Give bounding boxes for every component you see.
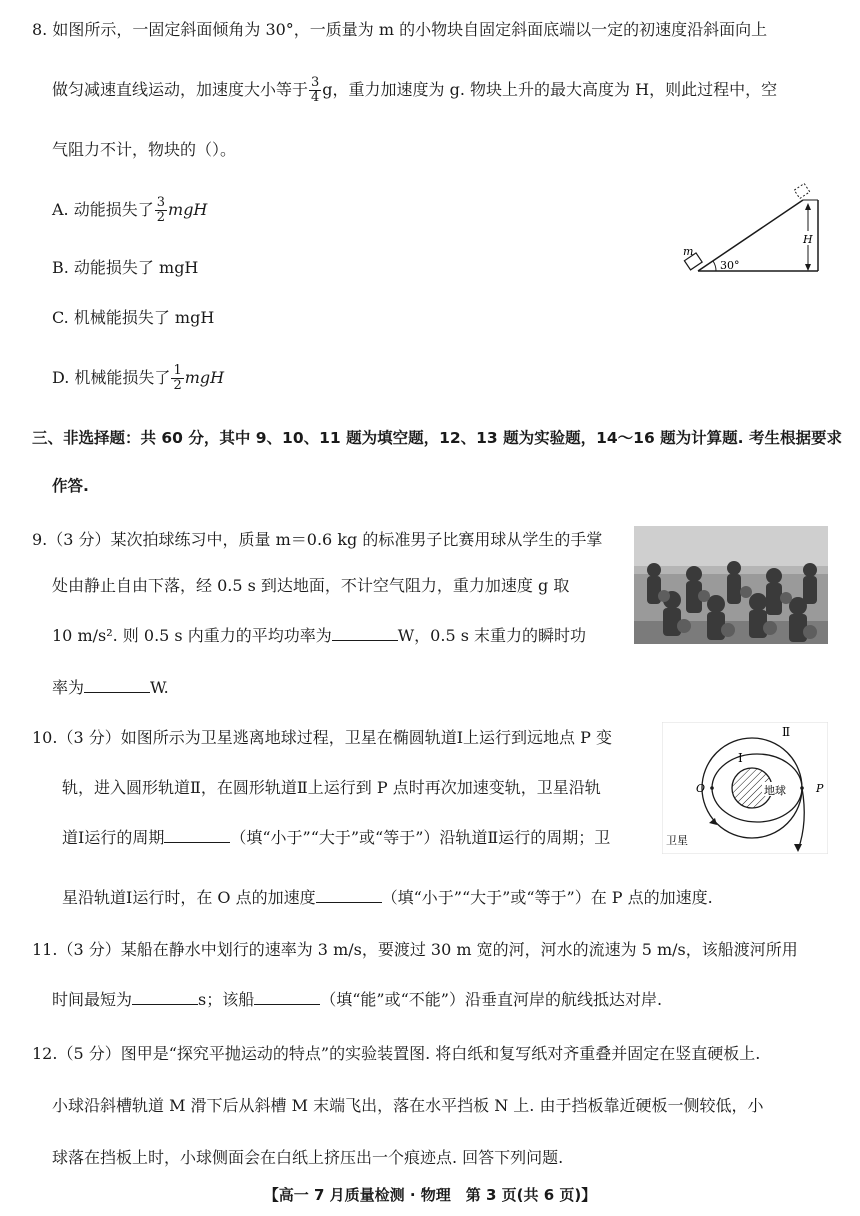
q10-blank-1 xyxy=(164,828,230,843)
angle-label: 30° xyxy=(720,259,740,272)
q8-line-2: 做匀减速直线运动，加速度大小等于 $\frac{3}{4}$ g，重力加速度为 g. 物块上升的最大高度为 H，则此过程中，空 xyxy=(52,75,778,105)
section-3-line-1: 三、非选择题：共 60 分，其中 9、10、11 题为填空题，12、13 题为实验题，14～16 题为计算题. 考生根据要求 xyxy=(32,429,842,447)
q12-line-2: 小球沿斜槽轨道 M 滑下后从斜槽 M 末端飞出，落在水平挡板 N 上. 由于挡板靠近硬板一侧较低，小 xyxy=(52,1096,764,1115)
page-footer: 【高一 7 月质量检测 · 物理 第 3 页(共 6 页)】 xyxy=(263,1186,597,1204)
q11-blank-1 xyxy=(132,990,198,1005)
q12-line-3: 球落在挡板上时，小球侧面会在白纸上挤压出一个痕迹点. 回答下列问题. xyxy=(52,1148,564,1167)
q10-line-4: 星沿轨道Ⅰ运行时，在 O 点的加速度 （填“小于”“大于”或“等于”）在 P 点的加速度. xyxy=(62,888,713,907)
q11-line-1: 11.（3 分）某船在静水中划行的速率为 3 m/s，要渡过 30 m 宽的河，河水的流速为 5 m/s，该船渡河所用 xyxy=(32,940,798,959)
q8-option-b: B. 动能损失了 mgH xyxy=(52,258,199,277)
satellite-label: 卫星 xyxy=(666,834,688,847)
orbit-figure xyxy=(662,722,828,854)
point-o-label: O xyxy=(696,782,706,795)
block-dashed-icon xyxy=(794,183,810,198)
q9-blank-1 xyxy=(332,626,398,641)
q9-line-4: 率为 W. xyxy=(52,678,169,697)
orbit-2-label: Ⅱ xyxy=(782,725,791,739)
q8-option-d: D. 机械能损失了 $\frac{1}{2}$ mgH xyxy=(52,363,225,393)
incline-figure xyxy=(678,180,830,276)
accel-fraction: $\frac{3}{4}$ xyxy=(311,75,320,105)
q10-line-2: 轨，进入圆形轨道Ⅱ，在圆形轨道Ⅱ上运行到 P 点时再次加速变轨，卫星沿轨 xyxy=(62,778,601,797)
q8-option-a: A. 动能损失了 $\frac{3}{2}$ mgH xyxy=(52,195,208,225)
q10-line-1: 10.（3 分）如图所示为卫星逃离地球过程，卫星在椭圆轨道Ⅰ上运行到远地点 P 变 xyxy=(32,728,612,747)
orbit-1-label: Ⅰ xyxy=(738,751,743,765)
q10-blank-2 xyxy=(316,888,382,903)
q10-line-3: 道Ⅰ运行的周期 （填“小于”“大于”或“等于”）沿轨道Ⅱ运行的周期；卫 xyxy=(62,828,611,847)
q8-line-1: 8. 如图所示，一固定斜面倾角为 30°，一质量为 m 的小物块自固定斜面底端以一定的初速度沿斜面向上 xyxy=(32,20,768,39)
q9-line-3: 10 m/s². 则 0.5 s 内重力的平均功率为 W，0.5 s 末重力的瞬时功 xyxy=(52,626,587,645)
section-3-line-2: 作答. xyxy=(52,477,89,495)
q9-line-1: 9.（3 分）某次拍球练习中，质量 m＝0.6 kg 的标准男子比赛用球从学生的手掌 xyxy=(32,530,603,549)
earth-label: 地球 xyxy=(764,784,786,797)
q8-option-c: C. 机械能损失了 mgH xyxy=(52,308,215,327)
q9-line-2: 处由静止自由下落，经 0.5 s 到达地面，不计空气阻力，重力加速度 g 取 xyxy=(52,576,570,595)
height-label: H xyxy=(803,233,813,246)
q9-blank-2 xyxy=(84,678,150,693)
q11-blank-2 xyxy=(254,990,320,1005)
q12-line-1: 12.（5 分）图甲是“探究平抛运动的特点”的实验装置图. 将白纸和复写纸对齐重叠并固定在竖直硬板上. xyxy=(32,1044,761,1063)
q8-line-3: 气阻力不计，物块的（）。 xyxy=(52,140,237,159)
point-p-label: P xyxy=(816,782,824,795)
q11-line-2: 时间最短为 s；该船 （填“能”或“不能”）沿垂直河岸的航线抵达对岸. xyxy=(52,990,663,1009)
mass-label: m xyxy=(683,245,694,258)
basketball-photo xyxy=(634,526,828,644)
